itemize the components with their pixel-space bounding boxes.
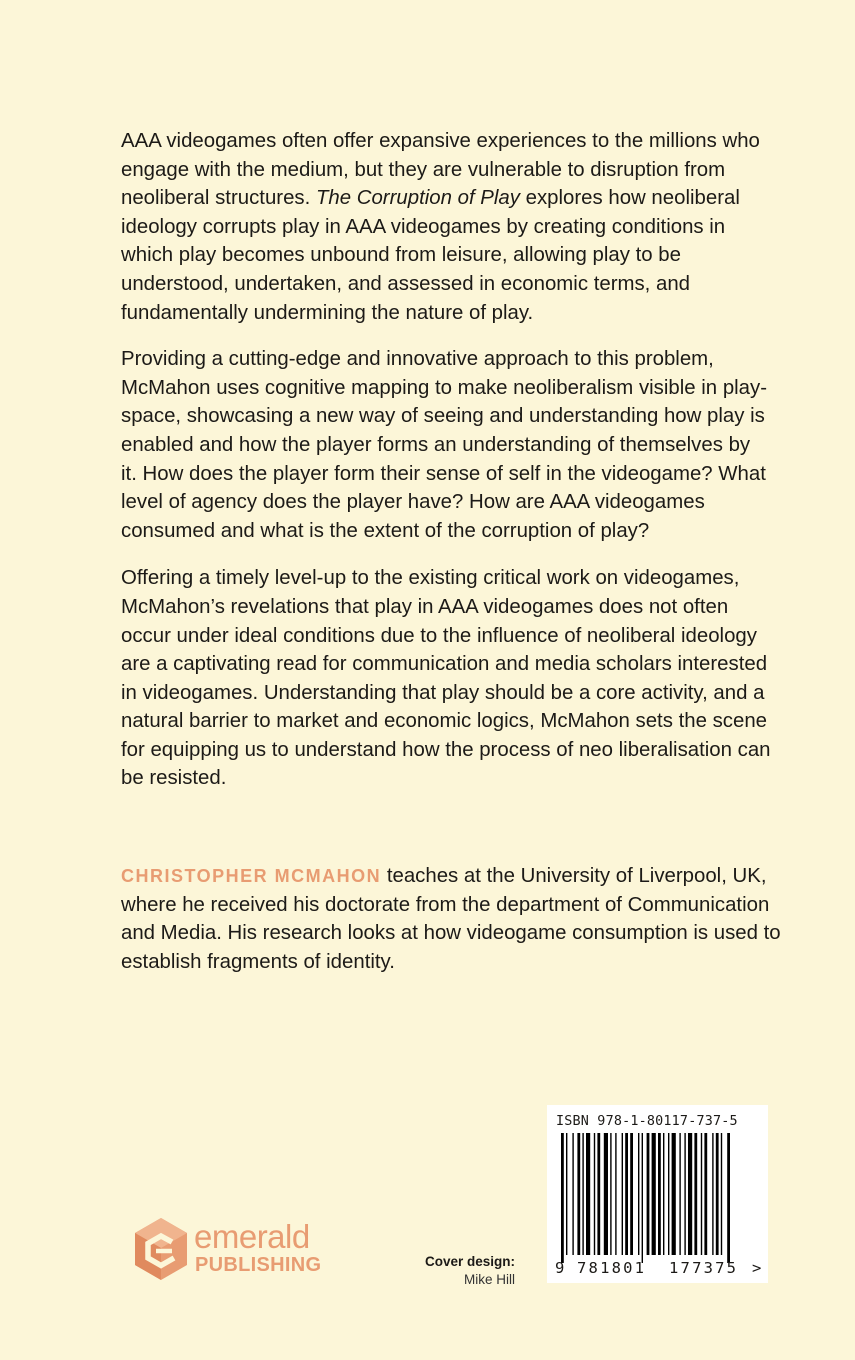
barcode-bar — [727, 1133, 730, 1263]
cover-credit-label: Cover design: — [424, 1254, 515, 1269]
cover-credit-name: Mike Hill — [463, 1272, 515, 1287]
publisher-name-line1: emerald — [194, 1218, 310, 1255]
barcode-bars — [561, 1133, 756, 1263]
back-cover-blurb — [121, 127, 771, 812]
blurb-paragraph-1 — [121, 127, 771, 327]
barcode-bar — [610, 1133, 611, 1255]
barcode-bar — [630, 1133, 633, 1255]
barcode-bar — [604, 1133, 608, 1255]
barcode-bar — [652, 1133, 656, 1255]
author-name: CHRISTOPHER MCMAHON — [121, 866, 382, 886]
barcode-bar — [582, 1133, 583, 1255]
barcode-bar — [625, 1133, 628, 1255]
isbn-digits-left-group: 781801 — [577, 1259, 647, 1277]
barcode-bar — [561, 1133, 564, 1263]
barcode-bar — [622, 1133, 623, 1255]
barcode-bar — [712, 1133, 713, 1255]
barcode-bar — [704, 1133, 707, 1255]
barcode-bar — [716, 1133, 719, 1255]
publisher-name-line2: PUBLISHING — [195, 1254, 322, 1276]
barcode-bar — [566, 1133, 567, 1255]
barcode-bar — [694, 1133, 697, 1255]
author-bio — [121, 862, 781, 976]
author-bio-text: teaches at the University of Liverpool, UK, where he received his doctorate from the department of Communication and Media. His research looks at how videogame consumption is used to establish fragments of identity. — [121, 865, 781, 973]
barcode-bar — [672, 1133, 676, 1255]
barcode-bar — [594, 1133, 595, 1255]
isbn-digits-right-group: 177375 — [669, 1259, 739, 1277]
isbn-label: ISBN 978-1-80117-737-5 — [556, 1114, 738, 1129]
barcode-bar — [658, 1133, 661, 1255]
emerald-hexagon-logo-icon — [132, 1216, 190, 1282]
isbn-barcode — [547, 1105, 768, 1283]
barcode-bar — [721, 1133, 722, 1255]
barcode-bar — [615, 1133, 616, 1255]
barcode-bar — [701, 1133, 702, 1255]
barcode-bar — [572, 1133, 573, 1255]
barcode-bar — [668, 1133, 669, 1255]
barcode-bar — [684, 1133, 685, 1255]
barcode-bar — [679, 1133, 680, 1255]
publisher-logo — [132, 1216, 332, 1286]
barcode-bar — [586, 1133, 590, 1255]
barcode-bar — [663, 1133, 664, 1255]
barcode-bar — [638, 1133, 639, 1255]
blurb-p1-text-start: AAA videogames often offer expansive experiences to the millions who engage with the medium, but they are vulnerable to disruption from neoliberal structures. — [121, 130, 760, 210]
barcode-bar — [597, 1133, 600, 1255]
blurb-paragraph-3: Offering a timely level-up to the existing critical work on videogames, McMahon’s revelations that play in AAA videogames does not often occur under ideal conditions due to the influence of neoliberal ideology are a captivating read for communication and media scholars interested in videogames. Understanding that play should be a core activity, and a natural barrier to market and economic logics, McMahon sets the scene for equipping us to understand how the process of neo liberalisation can be resisted. — [121, 567, 771, 790]
blurb-p1-text-end: explores how neoliberal ideology corrupts play in AAA videogames by creating conditions in which play becomes unbound from leisure, allowing play to be understood, undertaken, and assessed in economic terms, and fundamentally undermining the nature of play. — [121, 187, 740, 324]
cover-credit — [405, 1253, 515, 1289]
isbn-digit-lead: 9 — [555, 1259, 565, 1277]
barcode-bar — [688, 1133, 692, 1255]
barcode-bar — [577, 1133, 580, 1255]
barcode-bar — [647, 1133, 650, 1255]
isbn-quiet-zone-marker: > — [752, 1259, 762, 1277]
blurb-paragraph-2: Providing a cutting-edge and innovative approach to this problem, McMahon uses cognitive mapping to make neoliberalism visible in play-space, showcasing a new way of seeing and understanding how play is enabled and how the player forms an understanding of themselves by it. How does the player form their sense of self in the videogame? What level of agency does the player have? How are AAA videogames consumed and what is the extent of the corruption of play? — [121, 348, 768, 542]
barcode-bar — [642, 1133, 643, 1263]
book-title-italic: The Corruption of Play — [315, 187, 520, 210]
